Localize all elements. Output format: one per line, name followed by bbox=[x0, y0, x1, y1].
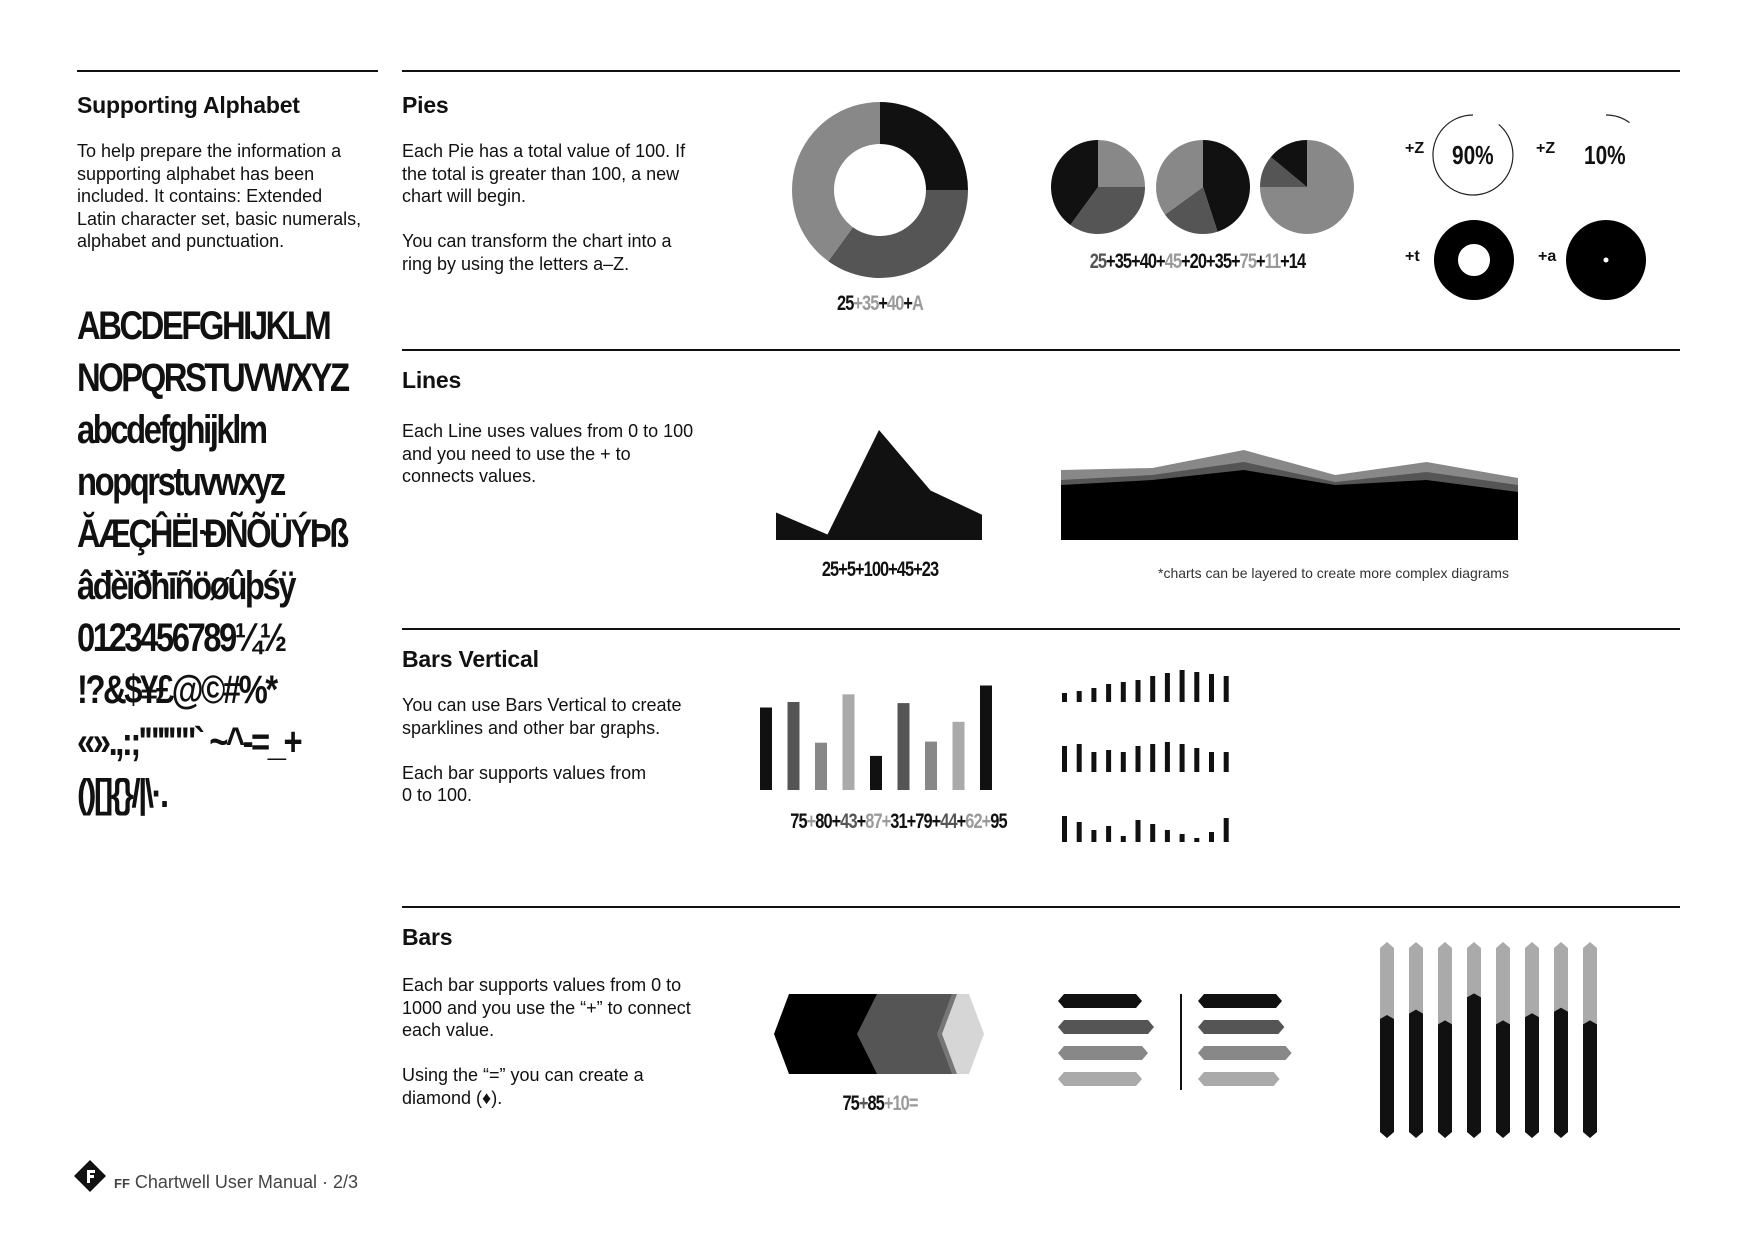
sparkline-3 bbox=[1062, 806, 1242, 842]
lines-title: Lines bbox=[402, 367, 462, 393]
cap-plus: + bbox=[878, 292, 888, 315]
cap-val: 40 bbox=[1139, 250, 1157, 273]
spark-bar-4 bbox=[1106, 684, 1111, 702]
sparkline-2 bbox=[1062, 736, 1242, 772]
spark-bar-8 bbox=[1165, 673, 1170, 702]
bars-text: Each bar supports values from 0 to 1000 and you use the “+” to connect each value. Using the “=” you can create a diamond (♦). bbox=[402, 975, 691, 1108]
cap-val: 87 bbox=[865, 810, 882, 833]
cap-plus: + bbox=[831, 810, 841, 833]
spark-bar-3 bbox=[1091, 830, 1096, 842]
cap-plus: + bbox=[1280, 250, 1289, 273]
spark-bar-10 bbox=[1194, 838, 1199, 842]
cap-plus: + bbox=[956, 810, 966, 833]
pies-rule bbox=[402, 70, 1680, 72]
ff-logo-icon bbox=[74, 1160, 106, 1192]
pie-multi-caption bbox=[1089, 250, 1306, 274]
spark-bar-11 bbox=[1209, 674, 1214, 702]
cap-val: 35 bbox=[1214, 250, 1232, 273]
spark-bar-11 bbox=[1209, 752, 1214, 772]
bars-title: Bars bbox=[402, 924, 453, 950]
footer-brand: FF bbox=[114, 1176, 130, 1191]
cap-plus: + bbox=[881, 810, 891, 833]
cap-val: 31 bbox=[890, 810, 907, 833]
spark-bar-10 bbox=[1194, 672, 1199, 702]
lines-text: Each Line uses values from 0 to 100 and you need to use the + to connects values. bbox=[402, 421, 694, 486]
spark-bar-12 bbox=[1224, 752, 1229, 772]
cap-plus: + bbox=[981, 810, 991, 833]
cap-plus: + bbox=[931, 810, 941, 833]
cap-plus: + bbox=[1181, 250, 1190, 273]
horizontal-bar-chart bbox=[1058, 994, 1298, 1090]
diamond-bar-chart bbox=[774, 994, 984, 1074]
vertical-bar-9 bbox=[980, 686, 992, 791]
horizontal-bar-1-4 bbox=[1058, 1072, 1142, 1086]
spark-bar-1 bbox=[1062, 693, 1067, 702]
pie-slice-25 bbox=[880, 102, 968, 190]
ring-label-90: 90% bbox=[1452, 140, 1494, 170]
vertical-bar-1 bbox=[760, 708, 772, 791]
spark-bar-5 bbox=[1121, 752, 1126, 772]
horizontal-bar-2-4 bbox=[1198, 1072, 1280, 1086]
alphabet-line: ABCDEFGHIJKLM bbox=[77, 304, 330, 348]
vertical-bar-7 bbox=[925, 742, 937, 790]
spark-bar-3 bbox=[1091, 752, 1096, 772]
footer-text: Chartwell User Manual · 2/3 bbox=[134, 1172, 358, 1192]
thermo-fill-1 bbox=[1380, 1015, 1394, 1138]
thermo-fill-8 bbox=[1583, 1020, 1597, 1138]
horizontal-bar-1-3 bbox=[1058, 1046, 1148, 1060]
cap-plus: + bbox=[883, 1092, 893, 1115]
bars-rule bbox=[402, 906, 1680, 908]
alphabet-line: NOPQRSTUVWXYZ bbox=[77, 356, 348, 400]
cap-val: 20 bbox=[1189, 250, 1207, 273]
thermo-fill-5 bbox=[1496, 1020, 1510, 1138]
cap-val: 45 bbox=[1164, 250, 1182, 273]
spark-bar-2 bbox=[1077, 691, 1082, 702]
spark-bar-9 bbox=[1180, 834, 1185, 842]
alphabet-line: 0123456789¼½ bbox=[77, 616, 285, 660]
cap-val: 14 bbox=[1288, 250, 1306, 273]
alphabet-line: ĂÆÇĤËŀĐÑÕÜÝÞß bbox=[77, 512, 347, 556]
thermometer-bar-chart bbox=[1380, 942, 1620, 1142]
thermo-fill-4 bbox=[1467, 993, 1481, 1138]
cap-val: 75 bbox=[842, 1092, 859, 1115]
alphabet-line: ()[]{}/|\·. bbox=[77, 772, 167, 816]
vertical-bar-8 bbox=[953, 722, 965, 790]
cap-a: A bbox=[912, 292, 923, 315]
pie-slice-25 bbox=[1098, 140, 1145, 187]
pies-title: Pies bbox=[402, 92, 449, 118]
cap-val: 25 bbox=[1089, 250, 1107, 273]
vertical-bar-3 bbox=[815, 743, 827, 790]
footer-title bbox=[114, 1172, 358, 1193]
spark-bar-1 bbox=[1062, 746, 1067, 772]
cap-plus: + bbox=[1106, 250, 1115, 273]
cap-val: 11 bbox=[1264, 250, 1281, 273]
bars-vertical-text: You can use Bars Vertical to create sparklines and other bar graphs. Each bar supports values from 0 to 100. bbox=[402, 695, 682, 805]
pie-chart-3 bbox=[1259, 139, 1355, 235]
cap-val: 75 bbox=[1239, 250, 1257, 273]
thermo-fill-2 bbox=[1409, 1010, 1423, 1138]
pies-text: Each Pie has a total value of 100. If the total is greater than 100, a new chart will begin. You can transform the chart into a ring by using the letters a–Z. bbox=[402, 141, 686, 274]
ring-label-z1: +Z bbox=[1405, 140, 1425, 157]
spark-bar-10 bbox=[1194, 748, 1199, 772]
cap-val: 75 bbox=[790, 810, 807, 833]
spark-bar-5 bbox=[1121, 836, 1126, 842]
layered-area-chart bbox=[1061, 440, 1518, 540]
ring-label-z2: +Z bbox=[1536, 140, 1556, 157]
cap-val: 95 bbox=[990, 810, 1007, 833]
cap-eq: = bbox=[908, 1092, 918, 1115]
bars-vertical-caption bbox=[790, 810, 1007, 834]
vertical-bar-6 bbox=[898, 703, 910, 790]
cap-plus: + bbox=[1231, 250, 1240, 273]
spark-bar-12 bbox=[1224, 676, 1229, 702]
horizontal-bar-2-3 bbox=[1198, 1046, 1292, 1060]
cap-plus: + bbox=[858, 1092, 868, 1115]
cap-plus: + bbox=[853, 292, 863, 315]
pie-ring-chart bbox=[790, 100, 970, 280]
bars-caption bbox=[825, 1092, 934, 1116]
bar-divider bbox=[1180, 994, 1182, 1090]
pie-chart-2 bbox=[1155, 139, 1251, 235]
horizontal-bar-2-1 bbox=[1198, 994, 1282, 1008]
spark-bar-5 bbox=[1121, 682, 1126, 702]
cap-plus: + bbox=[1156, 250, 1165, 273]
lines-note: *charts can be layered to create more complex diagrams bbox=[1158, 565, 1509, 581]
ring-10-arc bbox=[1606, 115, 1630, 123]
spark-bar-7 bbox=[1150, 824, 1155, 842]
lines-caption: 25+5+100+45+23 bbox=[821, 558, 939, 581]
thermo-fill-3 bbox=[1438, 1020, 1452, 1138]
line-chart bbox=[776, 430, 982, 540]
spark-bar-1 bbox=[1062, 816, 1067, 842]
thermo-fill-7 bbox=[1554, 1008, 1568, 1138]
spark-bar-2 bbox=[1077, 822, 1082, 842]
cap-40: 40 bbox=[887, 292, 904, 315]
cap-plus: + bbox=[1206, 250, 1215, 273]
full-ring-hole bbox=[1604, 258, 1609, 263]
thick-ring-chart bbox=[1434, 220, 1514, 300]
vertical-bar-5 bbox=[870, 756, 882, 790]
pie-chart-1 bbox=[1050, 139, 1146, 235]
ring-label-10: 10% bbox=[1584, 140, 1626, 170]
cap-plus: + bbox=[856, 810, 866, 833]
alphabet-line: «».,:;'"''""` ~^-=_+ bbox=[77, 720, 301, 764]
alphabet-sample bbox=[77, 300, 348, 820]
horizontal-bar-2-2 bbox=[1198, 1020, 1284, 1034]
cap-35: 35 bbox=[862, 292, 879, 315]
spark-bar-7 bbox=[1150, 676, 1155, 702]
cap-plus: + bbox=[903, 292, 913, 315]
spark-bar-6 bbox=[1136, 746, 1141, 772]
line-area bbox=[776, 430, 982, 540]
spark-bar-12 bbox=[1224, 818, 1229, 842]
vertical-bar-4 bbox=[843, 694, 855, 790]
full-ring-chart bbox=[1566, 220, 1646, 300]
spark-bar-4 bbox=[1106, 826, 1111, 842]
cap-plus: + bbox=[906, 810, 916, 833]
spark-bar-9 bbox=[1180, 744, 1185, 772]
spark-bar-6 bbox=[1136, 680, 1141, 702]
cap-plus: + bbox=[806, 810, 816, 833]
cap-val: 10 bbox=[892, 1092, 909, 1115]
cap-25: 25 bbox=[837, 292, 854, 315]
cap-val: 44 bbox=[940, 810, 957, 833]
cap-val: 85 bbox=[867, 1092, 884, 1115]
alphabet-line: !?&$¥£@©#%* bbox=[77, 668, 276, 712]
spark-bar-4 bbox=[1106, 750, 1111, 772]
vertical-bar-chart bbox=[760, 680, 1000, 790]
alphabet-line: abcdefghijklm bbox=[77, 408, 266, 452]
left-top-rule bbox=[77, 70, 378, 72]
cap-val: 43 bbox=[840, 810, 857, 833]
cap-plus: + bbox=[1131, 250, 1140, 273]
supporting-alphabet-text: To help prepare the information a supporting alphabet has been included. It contains: Extended Latin character set, basic numerals, alphabet and punctuation. bbox=[77, 141, 362, 251]
thermo-fill-6 bbox=[1525, 1013, 1539, 1138]
spark-bar-11 bbox=[1209, 832, 1214, 842]
lines-rule bbox=[402, 349, 1680, 351]
spark-bar-9 bbox=[1180, 670, 1185, 702]
vertical-bar-2 bbox=[788, 702, 800, 790]
supporting-alphabet-title: Supporting Alphabet bbox=[77, 92, 300, 118]
ring-label-a: +a bbox=[1538, 248, 1557, 265]
alphabet-line: nopqrstuvwxyz bbox=[77, 460, 284, 504]
thick-ring bbox=[1446, 232, 1502, 288]
cap-val: 35 bbox=[1114, 250, 1132, 273]
bars-vertical-title: Bars Vertical bbox=[402, 646, 539, 672]
horizontal-bar-1-1 bbox=[1058, 994, 1142, 1008]
cap-plus: + bbox=[1256, 250, 1265, 273]
horizontal-bar-1-2 bbox=[1058, 1020, 1154, 1034]
spark-bar-7 bbox=[1150, 744, 1155, 772]
cap-val: 79 bbox=[915, 810, 932, 833]
pie-slice-35 bbox=[828, 190, 968, 278]
spark-bar-8 bbox=[1165, 742, 1170, 772]
sparkline-1 bbox=[1062, 666, 1242, 702]
spark-bar-6 bbox=[1136, 820, 1141, 842]
bars-vertical-rule bbox=[402, 628, 1680, 630]
spark-bar-2 bbox=[1077, 744, 1082, 772]
cap-val: 62 bbox=[965, 810, 982, 833]
pie-main-caption bbox=[818, 292, 943, 316]
spark-bar-3 bbox=[1091, 688, 1096, 702]
ring-label-t: +t bbox=[1405, 248, 1420, 265]
spark-bar-8 bbox=[1165, 830, 1170, 842]
cap-val: 80 bbox=[815, 810, 832, 833]
alphabet-line: âđèïðħīñöøûþśÿ bbox=[77, 564, 295, 608]
